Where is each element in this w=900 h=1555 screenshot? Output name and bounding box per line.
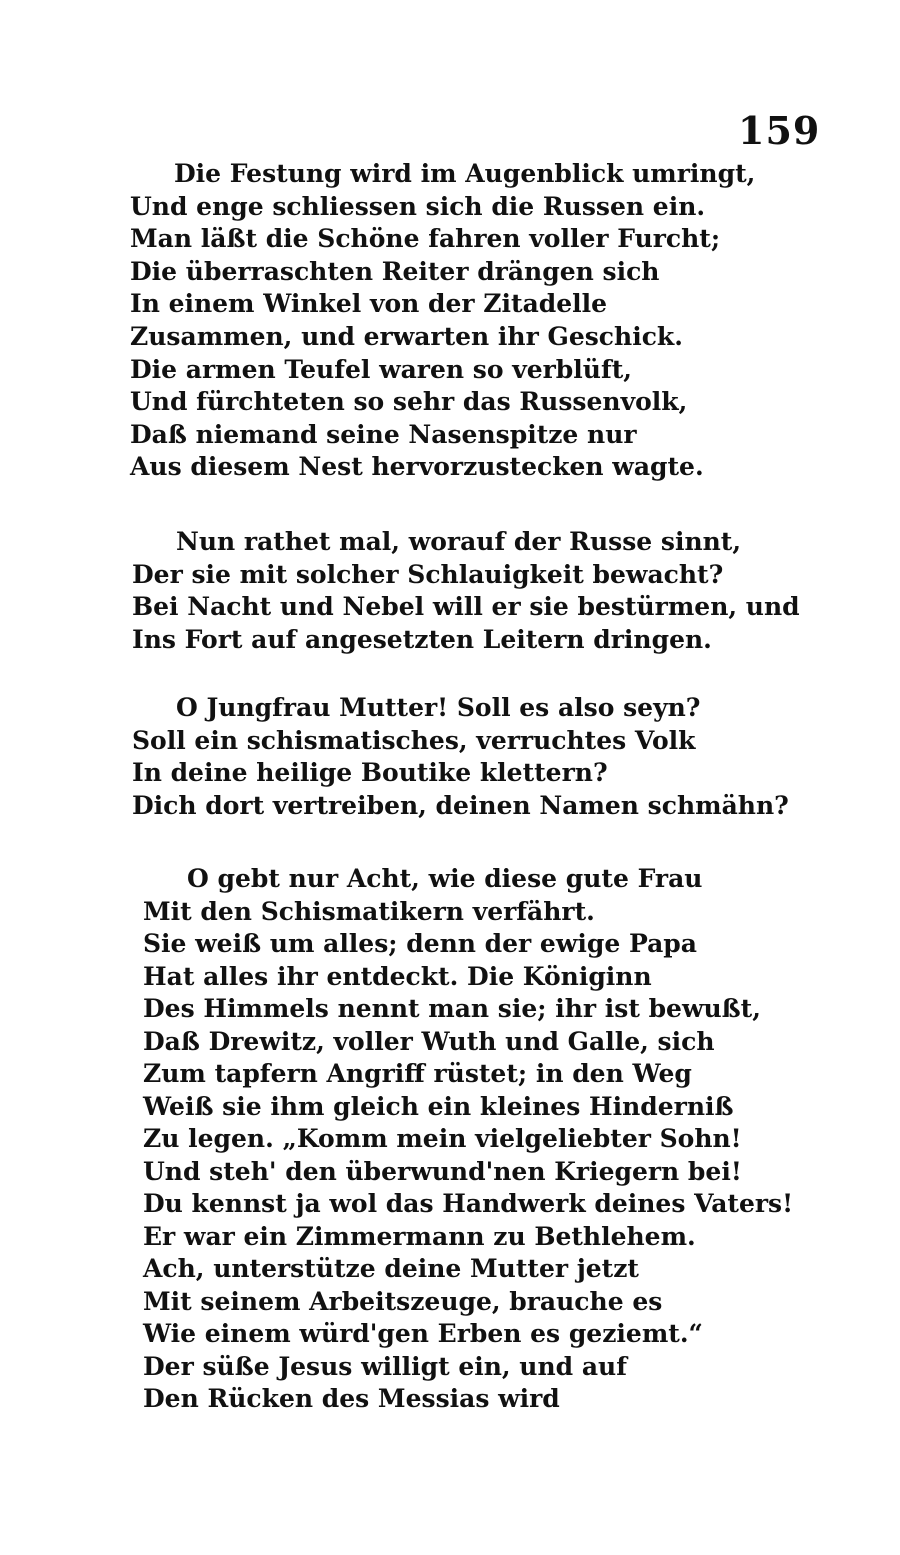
verse-line: Wie einem würd'gen Erben es geziemt.“ (143, 1319, 703, 1348)
verse-line: O Jungfrau Mutter! Soll es also seyn? (176, 693, 701, 722)
verse-line: Der süße Jesus willigt ein, und auf (143, 1351, 627, 1381)
stanza-2 (132, 526, 800, 656)
stanza-4 (143, 863, 793, 1416)
verse-line: Der sie mit solcher Schlauigkeit bewacht? (132, 559, 724, 589)
verse-line: Daß niemand seine Nasenspitze nur (130, 419, 637, 449)
verse-line: Und fürchteten so sehr das Russenvolk, (130, 387, 688, 417)
verse-line: Bei Nacht und Nebel will er sie bestürmen, und (132, 592, 800, 622)
verse-line: Ach, unterstütze deine Mutter jetzt (143, 1254, 639, 1283)
verse-line: Ins Fort auf angesetzten Leitern dringen. (132, 624, 712, 654)
verse-line: O gebt nur Acht, wie diese gute Frau (187, 864, 703, 893)
verse-line: Zusammen, und erwarten ihr Geschick. (130, 321, 683, 351)
verse-line: Die Festung wird im Augenblick umringt, (174, 159, 756, 188)
verse-line: Den Rücken des Messias wird (143, 1384, 560, 1413)
verse-line: Mit seinem Arbeitszeuge, brauche es (143, 1286, 663, 1316)
verse-line: Sie weiß um alles; denn der ewige Papa (143, 929, 697, 958)
verse-line: Er war ein Zimmermann zu Bethlehem. (143, 1221, 696, 1251)
verse-line: Weiß sie ihm gleich ein kleines Hinderniß (143, 1091, 734, 1121)
verse-line: Zum tapfern Angriff rüstet; in den Weg (143, 1059, 692, 1088)
verse-line: Zu legen. „Komm mein vielgeliebter Sohn! (143, 1124, 742, 1153)
verse-line: Daß Drewitz, voller Wuth und Galle, sich (143, 1026, 715, 1056)
verse-line: Du kennst ja wol das Handwerk deines Vaters! (143, 1189, 794, 1218)
stanza-1 (130, 158, 755, 484)
verse-line: Dich dort vertreiben, deinen Namen schmähn? (132, 790, 789, 820)
verse-line: Soll ein schismatisches, verruchtes Volk (132, 725, 696, 755)
verse-line: Nun rathet mal, worauf der Russe sinnt, (176, 527, 742, 556)
verse-line: Mit den Schismatikern verfährt. (143, 896, 595, 926)
verse-line: In deine heilige Boutike klettern? (132, 758, 608, 788)
verse-line: Und enge schliessen sich die Russen ein. (130, 191, 706, 221)
page-number: 159 (738, 108, 821, 153)
verse-line: Die überraschten Reiter drängen sich (130, 256, 660, 286)
verse-line: In einem Winkel von der Zitadelle (130, 289, 608, 319)
verse-line: Aus diesem Nest hervorzustecken wagte. (130, 452, 704, 482)
verse-line: Hat alles ihr entdeckt. Die Königinn (143, 961, 652, 991)
verse-line: Des Himmels nennt man sie; ihr ist bewußt, (143, 994, 761, 1023)
stanza-3 (132, 692, 789, 822)
verse-line: Die armen Teufel waren so verblüft, (130, 354, 632, 384)
verse-line: Man läßt die Schöne fahren voller Furcht; (130, 224, 721, 254)
verse-line: Und steh' den überwund'nen Kriegern bei! (143, 1156, 742, 1186)
